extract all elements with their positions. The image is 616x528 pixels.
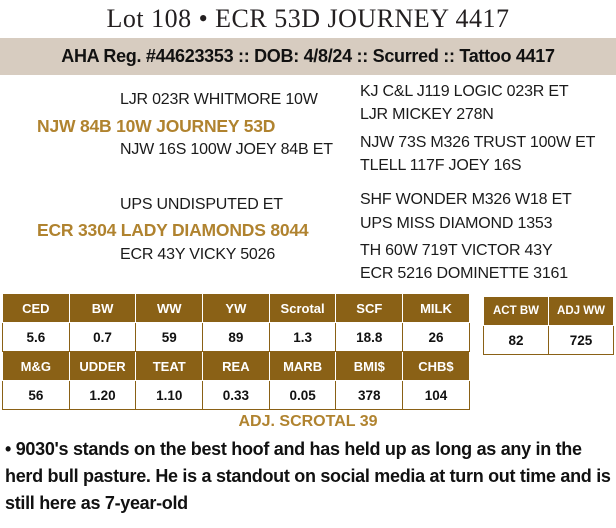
registration-bar: AHA Reg. #44623353 :: DOB: 4/8/24 :: Scurred :: Tattoo 4417 [0,38,616,75]
actual-header-row [484,297,614,326]
epd-value-yw: 89 [203,323,270,352]
epd-value-row-1 [3,323,470,352]
epd-header-scf: SCF [336,294,403,323]
epd-value-rea: 0.33 [203,381,270,410]
epd-header-teat: TEAT [136,352,203,381]
epd-header-bmi: BMI$ [336,352,403,381]
epd-header-rea: REA [203,352,270,381]
epd-header-yw: YW [203,294,270,323]
epd-header-ced: CED [3,294,70,323]
epd-value-scrotal: 1.3 [269,323,336,352]
epd-header-row-1 [3,294,470,323]
epd-value-teat: 1.10 [136,381,203,410]
pedigree-dam: ECR 3304 LADY DIAMONDS 8044 [37,220,309,240]
epd-table [2,293,470,410]
epd-header-bw: BW [69,294,136,323]
epd-value-scf: 18.8 [336,323,403,352]
epd-value-row-2 [3,381,470,410]
pedigree-sire: NJW 84B 10W JOURNEY 53D [37,116,276,136]
pedigree-dam-dam-dam: ECR 5216 DOMINETTE 3161 [360,265,568,282]
adj-scrotal-label: ADJ. SCROTAL 39 [238,413,378,430]
epd-value-ced: 5.6 [3,323,70,352]
lot-title: Lot 108 • ECR 53D JOURNEY 4417 [106,4,510,33]
pedigree-dam-sire: UPS UNDISPUTED ET [120,196,283,213]
actual-header-adj-ww: ADJ WW [549,297,614,326]
epd-header-scrotal: Scrotal [269,294,336,323]
actual-value-row [484,326,614,355]
epd-value-milk: 26 [403,323,470,352]
epd-header-udder: UDDER [69,352,136,381]
actual-value-adj-ww: 725 [549,326,614,355]
pedigree-dam-dam: ECR 43Y VICKY 5026 [120,246,276,263]
pedigree-sire-sire-sire: KJ C&L J119 LOGIC 023R ET [360,83,569,100]
actual-weights-table [483,296,614,355]
epd-header-row-2 [3,352,470,381]
epd-value-bmi: 378 [336,381,403,410]
epd-value-bw: 0.7 [69,323,136,352]
bullet-icon: • [5,439,12,459]
pedigree-sire-sire-dam: LJR MICKEY 278N [360,106,494,123]
pedigree-dam-dam-sire: TH 60W 719T VICTOR 43Y [360,242,553,259]
epd-header-mg: M&G [3,352,70,381]
pedigree-sire-dam-sire: NJW 73S M326 TRUST 100W ET [360,134,596,151]
epd-value-chb: 104 [403,381,470,410]
actual-value-act-bw: 82 [484,326,549,355]
epd-header-marb: MARB [269,352,336,381]
description-text: 9030's stands on the best hoof and has held up as long as any in the herd bull pasture. He is a standout on social media at turn out time and is still here as 7-year-old [5,439,611,513]
pedigree-sire-sire: LJR 023R WHITMORE 10W [120,91,318,108]
pedigree-sire-dam-dam: TLELL 117F JOEY 16S [360,157,522,174]
epd-value-marb: 0.05 [269,381,336,410]
actual-header-act-bw: ACT BW [484,297,549,326]
epd-value-udder: 1.20 [69,381,136,410]
pedigree-sire-dam: NJW 16S 100W JOEY 84B ET [120,141,333,158]
lot-description [5,436,611,517]
epd-header-chb: CHB$ [403,352,470,381]
pedigree-dam-sire-dam: UPS MISS DIAMOND 1353 [360,215,553,232]
epd-value-ww: 59 [136,323,203,352]
epd-value-mg: 56 [3,381,70,410]
epd-header-milk: MILK [403,294,470,323]
pedigree-dam-sire-sire: SHF WONDER M326 W18 ET [360,191,572,208]
epd-header-ww: WW [136,294,203,323]
